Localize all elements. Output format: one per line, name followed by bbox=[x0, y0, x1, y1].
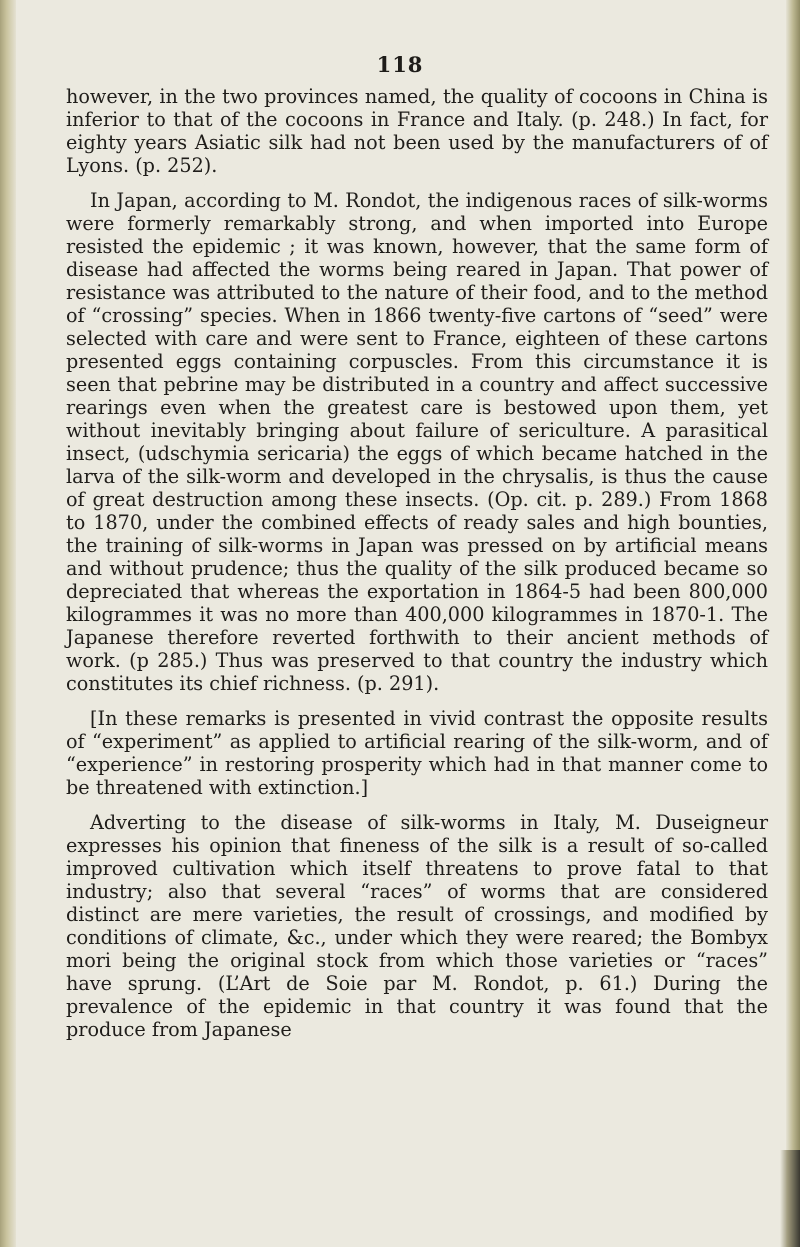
page-corner-shadow bbox=[780, 1150, 800, 1247]
body-text bbox=[66, 85, 768, 1041]
paragraph-4: Adverting to the disease of silk-worms in Italy, M. Duseigneur expresses his opinion that fineness of the silk is a result of so-called improved cultivation which itself threatens to prove fatal to that industry; also that several “races” of worms that are considered distinct are mere varieties, the result of crossings, and modified by conditions of climate, &c., under which they were reared; the Bombyx mori being the original stock from which those varieties or “races” have sprung. (L’Art de Soie par M. Rondot, p. 61.) During the prevalence of the epidemic in that country it was found that the produce from Japanese bbox=[66, 811, 768, 1041]
page-edge-left bbox=[0, 0, 16, 1247]
paragraph-1: however, in the two provinces named, the quality of cocoons in China is inferior to that of the cocoons in France and Italy. (p. 248.) In fact, for eighty years Asiatic silk had not been used by the manufacturers of of Lyons. (p. 252). bbox=[66, 85, 768, 177]
page-number: 118 bbox=[376, 52, 424, 77]
paragraph-2: In Japan, according to M. Rondot, the indigenous races of silk-worms were formerly remarkably strong, and when imported into Europe resisted the epidemic ; it was known, however, that the same form of disease had affected the worms being reared in Japan. That power of resistance was attributed to the nature of their food, and to the method of “crossing” species. When in 1866 twenty-five cartons of “seed” were selected with care and were sent to France, eighteen of these cartons presented eggs containing corpuscles. From this circumstance it is seen that pebrine may be distributed in a country and affect successive rearings even when the greatest care is bestowed upon them, yet without inevitably bringing about failure of sericulture. A parasitical insect, (udschymia sericaria) the eggs of which became hatched in the larva of the silk-worm and developed in the chrysalis, is thus the cause of great destruction among these insects. (Op. cit. p. 289.) From 1868 to 1870, under the combined effects of ready sales and high bounties, the training of silk-worms in Japan was pressed on by artificial means and without prudence; thus the quality of the silk produced became so depreciated that whereas the exportation in 1864-5 had been 800,000 kilogrammes it was no more than 400,000 kilogrammes in 1870-1. The Japanese therefore reverted forthwith to their ancient methods of work. (p 285.) Thus was preserved to that country the industry which constitutes its chief richness. (p. 291). bbox=[66, 189, 768, 695]
paragraph-3: [In these remarks is presented in vivid contrast the opposite results of “experiment” as applied to artificial rearing of the silk-worm, and of “experience” in restoring prosperity which had in that manner come to be threatened with extinction.] bbox=[66, 707, 768, 799]
page-edge-right bbox=[786, 0, 800, 1247]
